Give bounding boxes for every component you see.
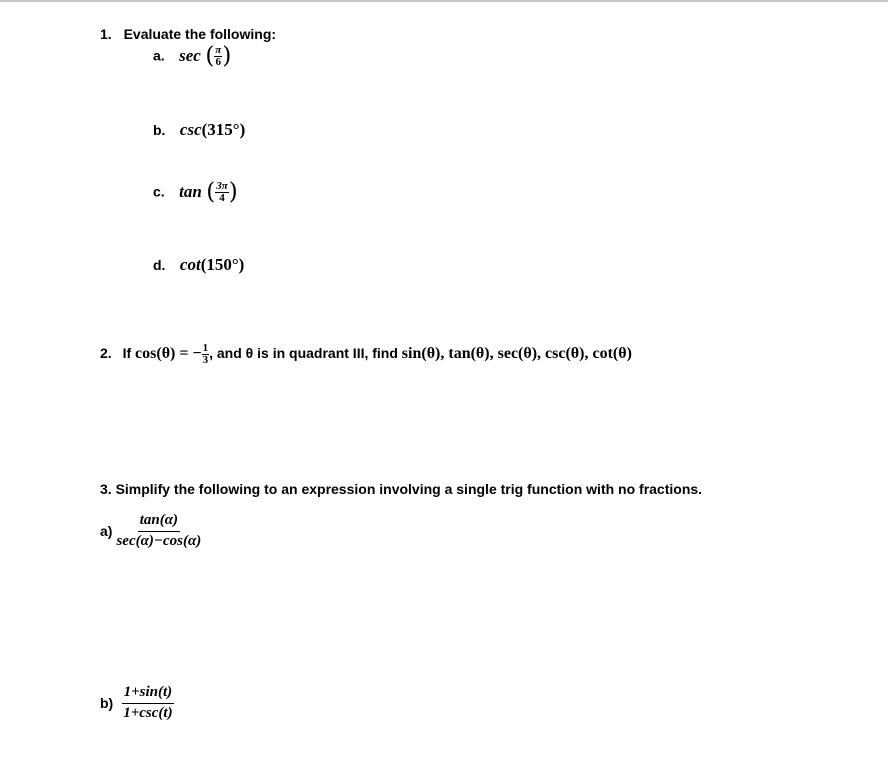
function-argument: (150°) — [200, 255, 245, 274]
fraction-numerator: 3π — [216, 180, 228, 192]
question-1c — [153, 181, 238, 204]
question-1a — [153, 45, 231, 68]
function-name: csc — [179, 120, 202, 139]
fraction-denominator: 6 — [215, 56, 222, 68]
item-label: c. — [153, 183, 165, 200]
page-top-border — [0, 0, 888, 2]
question-2-targets: sin(θ), tan(θ), sec(θ), csc(θ), cot(θ) — [401, 345, 632, 363]
item-label: b) — [100, 695, 114, 712]
function-name: sec — [179, 45, 201, 65]
fraction-denominator: 4 — [219, 192, 225, 204]
question-1-number: 1. — [100, 26, 112, 42]
right-paren: ) — [228, 179, 238, 205]
item-label: b. — [153, 122, 166, 138]
fraction-denominator: 1+csc(t) — [123, 704, 173, 721]
fraction-numerator: π — [215, 44, 222, 56]
function-name: cot — [179, 255, 201, 274]
left-paren: ( — [205, 43, 215, 69]
function-argument: (315°) — [201, 120, 246, 139]
right-paren: ) — [222, 43, 232, 69]
question-2-number: 2. — [100, 345, 112, 362]
fraction-numerator: 1 — [202, 342, 209, 354]
question-3-prompt: 3. Simplify the following to an expression involving a single trig function with no fractions. — [100, 481, 703, 497]
item-label: d. — [153, 257, 166, 273]
fraction-denominator: sec(α)−cos(α) — [116, 532, 202, 549]
fraction-numerator: 1+sin(t) — [122, 685, 175, 704]
fraction — [215, 181, 229, 204]
fraction — [121, 685, 174, 722]
item-label: a) — [100, 523, 113, 540]
question-2-lead: If — [122, 345, 132, 362]
question-3b — [100, 685, 175, 722]
question-1b — [153, 120, 245, 140]
question-1-heading — [100, 26, 276, 42]
fraction — [114, 513, 203, 550]
question-2-middle: , and θ is in quadrant III, find — [209, 345, 398, 362]
cos-expression: cos(θ) = − — [135, 345, 202, 363]
fraction-numerator: tan(α) — [138, 513, 180, 532]
question-1d — [153, 255, 244, 275]
fraction-denominator: 3 — [202, 354, 209, 366]
question-3a — [100, 513, 203, 550]
item-label: a. — [153, 47, 165, 64]
fraction — [202, 343, 210, 366]
function-name: tan — [179, 181, 202, 201]
left-paren: ( — [206, 179, 216, 205]
question-1-prompt: Evaluate the following: — [123, 26, 277, 42]
question-2 — [100, 343, 632, 366]
